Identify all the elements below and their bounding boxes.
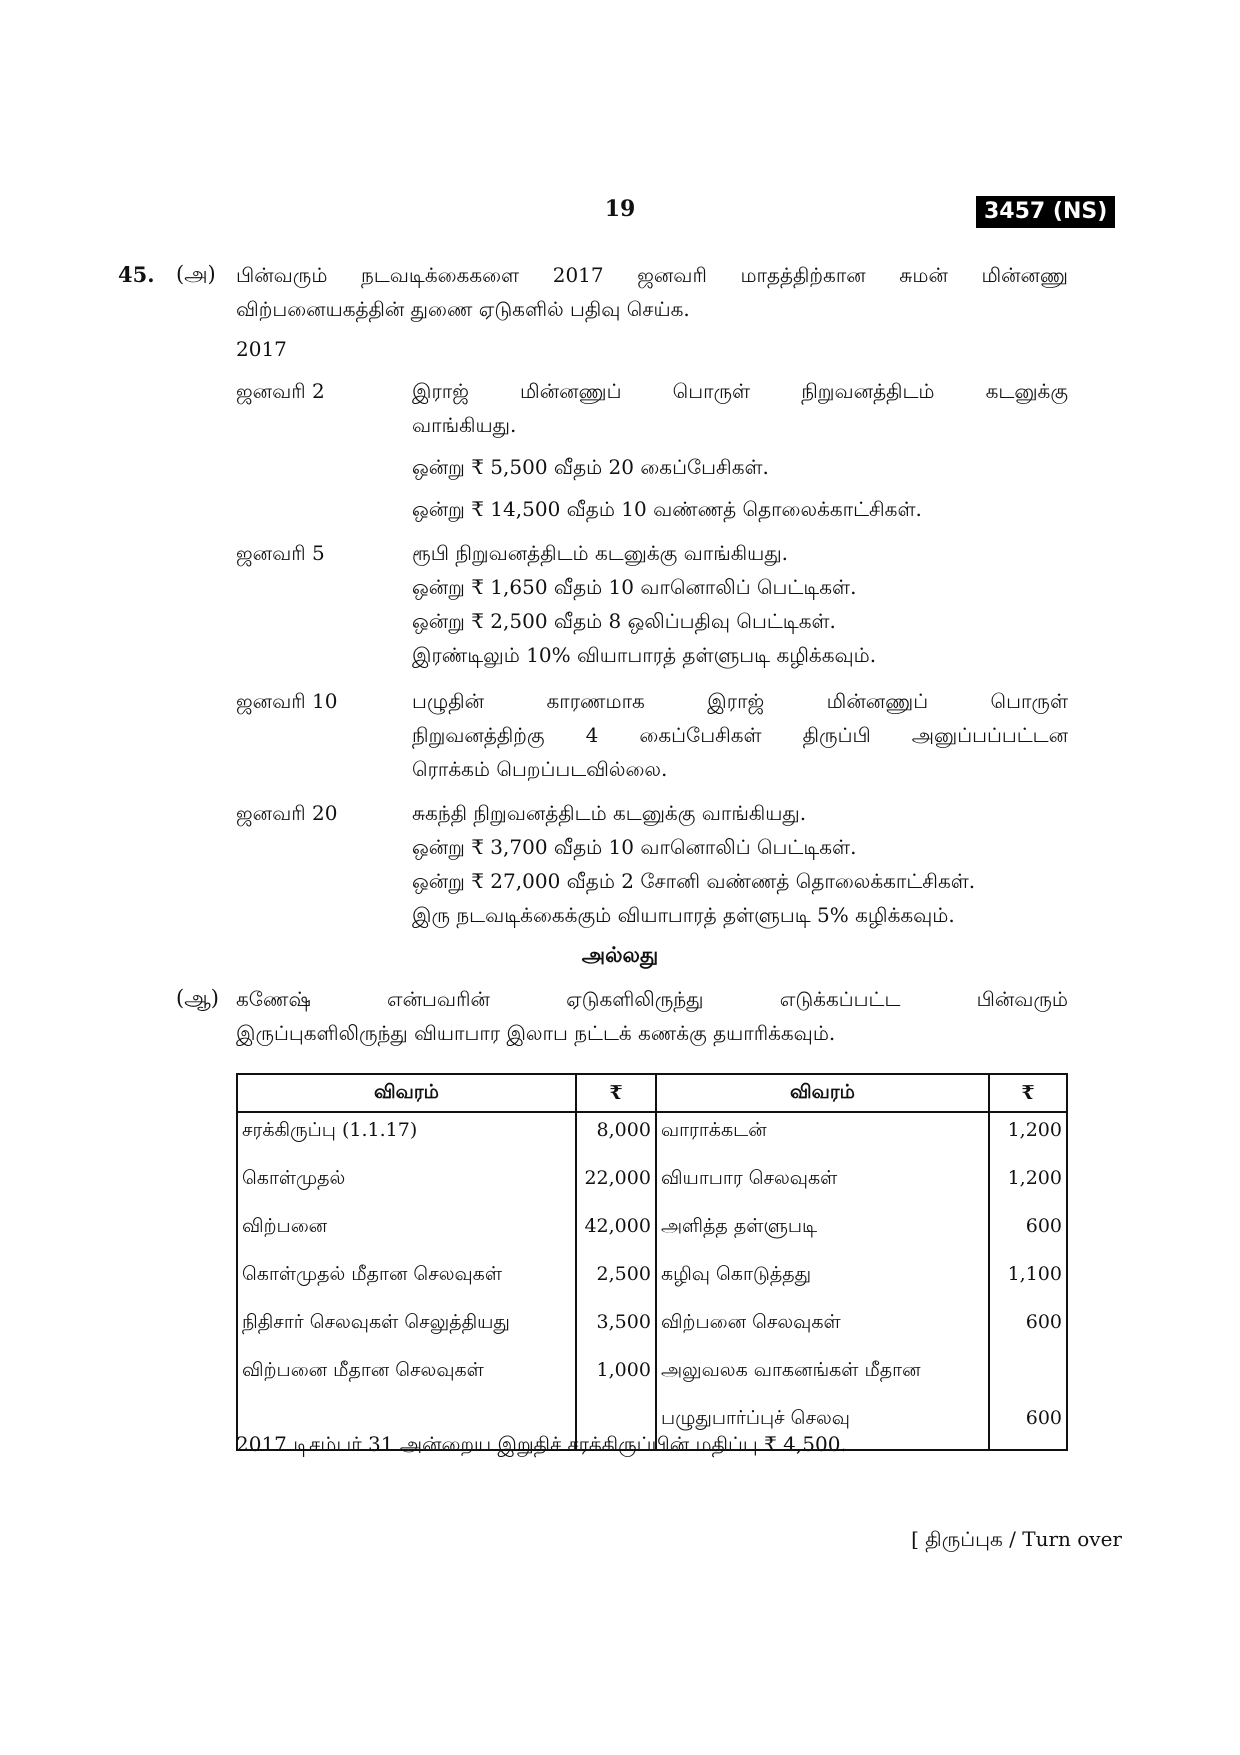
table-cell: சரக்கிருப்பு (1.1.17) [237, 1112, 576, 1161]
table-row [237, 1209, 1067, 1257]
table-cell: கொள்முதல் [237, 1161, 576, 1209]
part-b-instruction-line2: இருப்புகளிலிருந்து வியாபார இலாப நட்டக் கணக்கு தயாரிக்கவும். [236, 1021, 836, 1045]
table-cell: 600 [989, 1209, 1067, 1257]
table-cell: 1,200 [989, 1112, 1067, 1161]
table-row [237, 1112, 1067, 1161]
part-a-instruction-line2: விற்பனையகத்தின் துணை ஏடுகளில் பதிவு செய்க. [236, 297, 690, 321]
entry-date: ஜனவரி 2 [236, 379, 325, 403]
table-cell: 2,500 [576, 1257, 656, 1305]
table-row [237, 1305, 1067, 1353]
column-header: ₹ [989, 1074, 1067, 1112]
entry-date: ஜனவரி 5 [236, 541, 325, 565]
entry-line: வாங்கியது. [412, 413, 517, 437]
entry-line: இரண்டிலும் 10% வியாபாரத் தள்ளுபடி கழிக்கவும். [412, 643, 877, 667]
table-cell: 1,100 [989, 1257, 1067, 1305]
part-b-instruction-line1: கணேஷ் என்பவரின் ஏடுகளிலிருந்து எடுக்கப்பட்ட பின்வரும் [236, 987, 1068, 1011]
entry-line: ஒன்று ₹ 27,000 வீதம் 2 சோனி வண்ணத் தொலைக்காட்சிகள். [412, 869, 976, 893]
table-cell: வியாபார செலவுகள் [656, 1161, 989, 1209]
table-cell: கொள்முதல் மீதான செலவுகள் [237, 1257, 576, 1305]
turn-over-label: [ திருப்புக / Turn over [911, 1527, 1122, 1551]
table-cell: கழிவு கொடுத்தது [656, 1257, 989, 1305]
question-number: 45. [118, 262, 155, 287]
table-cell: வாராக்கடன் [656, 1112, 989, 1161]
table-cell: 42,000 [576, 1209, 656, 1257]
part-a-label: (அ) [176, 262, 216, 286]
column-header: விவரம் [656, 1074, 989, 1112]
entry-line: ஒன்று ₹ 1,650 வீதம் 10 வானொலிப் பெட்டிகள். [412, 575, 857, 599]
table-cell: நிதிசார் செலவுகள் செலுத்தியது [237, 1305, 576, 1353]
table-cell: 1,000 [576, 1353, 656, 1401]
or-heading: அல்லது [581, 942, 659, 967]
entry-line: நிறுவனத்திற்கு 4 கைப்பேசிகள் திருப்பி அனுப்பப்பட்டன [412, 723, 1068, 747]
entry-line: ரூபி நிறுவனத்திடம் கடனுக்கு வாங்கியது. [412, 541, 789, 565]
column-header: விவரம் [237, 1074, 576, 1112]
part-a-instruction-line1: பின்வரும் நடவடிக்கைகளை 2017 ஜனவரி மாதத்திற்கான சுமன் மின்னணு [236, 263, 1068, 287]
table-cell: 1,200 [989, 1161, 1067, 1209]
paper-code-badge: 3457 (NS) [976, 196, 1115, 228]
table-cell: அளித்த தள்ளுபடி [656, 1209, 989, 1257]
table-cell: 8,000 [576, 1112, 656, 1161]
table-cell [989, 1353, 1067, 1401]
table-row [237, 1353, 1067, 1401]
entry-line: இரு நடவடிக்கைக்கும் வியாபாரத் தள்ளுபடி 5% கழிக்கவும். [412, 903, 955, 927]
entry-line: பழுதின் காரணமாக இராஜ் மின்னணுப் பொருள் [412, 689, 1068, 713]
entry-line: இராஜ் மின்னணுப் பொருள் நிறுவனத்திடம் கடனுக்கு [412, 379, 1068, 403]
entry-line: ஒன்று ₹ 3,700 வீதம் 10 வானொலிப் பெட்டிகள். [412, 835, 857, 859]
table-row [237, 1257, 1067, 1305]
table-cell: 3,500 [576, 1305, 656, 1353]
table-cell: பழுதுபார்ப்புச் செலவு [656, 1401, 989, 1450]
closing-stock-note: 2017 டிசம்பர் 31 அன்றைய இறுதிச் சரக்கிருப்பின் மதிப்பு ₹ 4,500. [236, 1432, 847, 1456]
table-cell: விற்பனை [237, 1209, 576, 1257]
entry-line: ஒன்று ₹ 5,500 வீதம் 20 கைப்பேசிகள். [412, 455, 769, 479]
table-cell: 22,000 [576, 1161, 656, 1209]
entry-line: சுகந்தி நிறுவனத்திடம் கடனுக்கு வாங்கியது. [412, 801, 807, 825]
table-row [237, 1161, 1067, 1209]
entry-line: ரொக்கம் பெறப்படவில்லை. [412, 757, 668, 781]
table-header-row [237, 1074, 1067, 1112]
entry-line: ஒன்று ₹ 14,500 வீதம் 10 வண்ணத் தொலைக்காட்சிகள். [412, 497, 922, 521]
table-cell: 600 [989, 1305, 1067, 1353]
entry-date: ஜனவரி 10 [236, 689, 338, 713]
page-number: 19 [604, 196, 636, 222]
table-cell: 600 [989, 1401, 1067, 1450]
entry-line: ஒன்று ₹ 2,500 வீதம் 8 ஒலிப்பதிவு பெட்டிகள். [412, 609, 836, 633]
entry-date: ஜனவரி 20 [236, 801, 338, 825]
part-b-label: (ஆ) [176, 986, 219, 1010]
table-cell: விற்பனை செலவுகள் [656, 1305, 989, 1353]
part-a-year: 2017 [236, 337, 287, 361]
table-cell: அலுவலக வாகனங்கள் மீதான [656, 1353, 989, 1401]
column-header: ₹ [576, 1074, 656, 1112]
balances-table [236, 1073, 1068, 1451]
table-cell: விற்பனை மீதான செலவுகள் [237, 1353, 576, 1401]
